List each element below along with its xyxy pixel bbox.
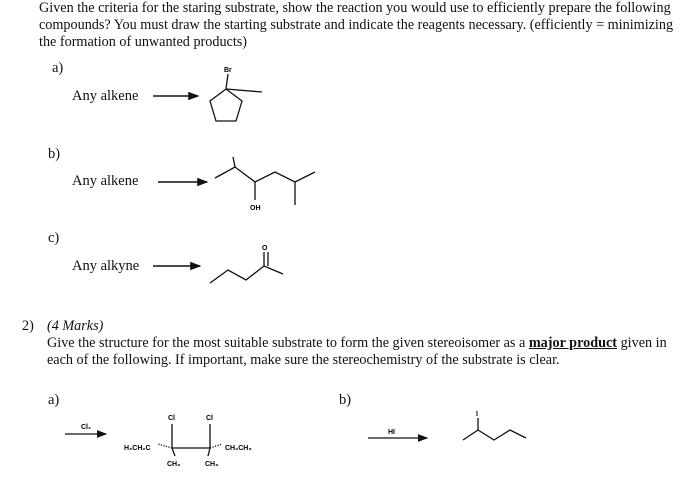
part-b-condition: Any alkene — [72, 173, 139, 189]
q2b-reagent: HI — [388, 429, 395, 436]
q2a-left-methyl: CH₃ — [167, 461, 181, 468]
q2a-right-substituent: CH₂CH₃ — [225, 445, 252, 452]
question-2-text-before: Give the structure for the most suitable substrate to form the given stereoisomer as a — [47, 335, 529, 351]
q2b-iodine-label: I — [476, 411, 478, 418]
q2a-right-cl: Cl — [206, 415, 213, 422]
q2b-product-structure — [463, 418, 526, 440]
question-2-marks: (4 Marks) — [47, 318, 104, 334]
product-b-structure — [215, 157, 315, 205]
question-2-number: 2) — [22, 318, 34, 334]
q2-part-a-label: a) — [48, 392, 60, 408]
major-product-emphasis: major product — [528, 335, 618, 351]
q2a-reagent: Cl₂ — [81, 424, 92, 431]
q2a-left-substituent: H₃CH₂C — [124, 445, 151, 452]
question-2-text-after: given in each of the following. If important, make sure the stereochemistry of the substrate is clear. — [47, 335, 667, 368]
part-c-label: c) — [48, 230, 60, 246]
part-b-label: b) — [48, 146, 61, 162]
part-c-condition: Any alkyne — [72, 258, 140, 274]
q2a-left-cl: Cl — [168, 415, 175, 422]
q2a-product-structure — [158, 424, 222, 456]
product-c-oxygen-label: O — [262, 245, 268, 252]
product-c-structure — [210, 252, 283, 283]
part-a-condition: Any alkene — [72, 88, 139, 104]
q2-part-b-label: b) — [339, 392, 352, 408]
q2a-right-methyl: CH₃ — [205, 461, 219, 468]
question-1-intro: Given the criteria for the staring substrate, show the reaction you would use to efficiently prepare the following compounds? You must draw the starting substrate and indicate the reagents necessary. (efficiently = minimizing the formation of unwanted products) — [39, 0, 674, 50]
product-b-oh-label: OH — [250, 205, 261, 212]
product-a-structure — [210, 74, 262, 121]
product-a-br-label: Br — [224, 67, 232, 74]
part-a-label: a) — [52, 60, 64, 76]
